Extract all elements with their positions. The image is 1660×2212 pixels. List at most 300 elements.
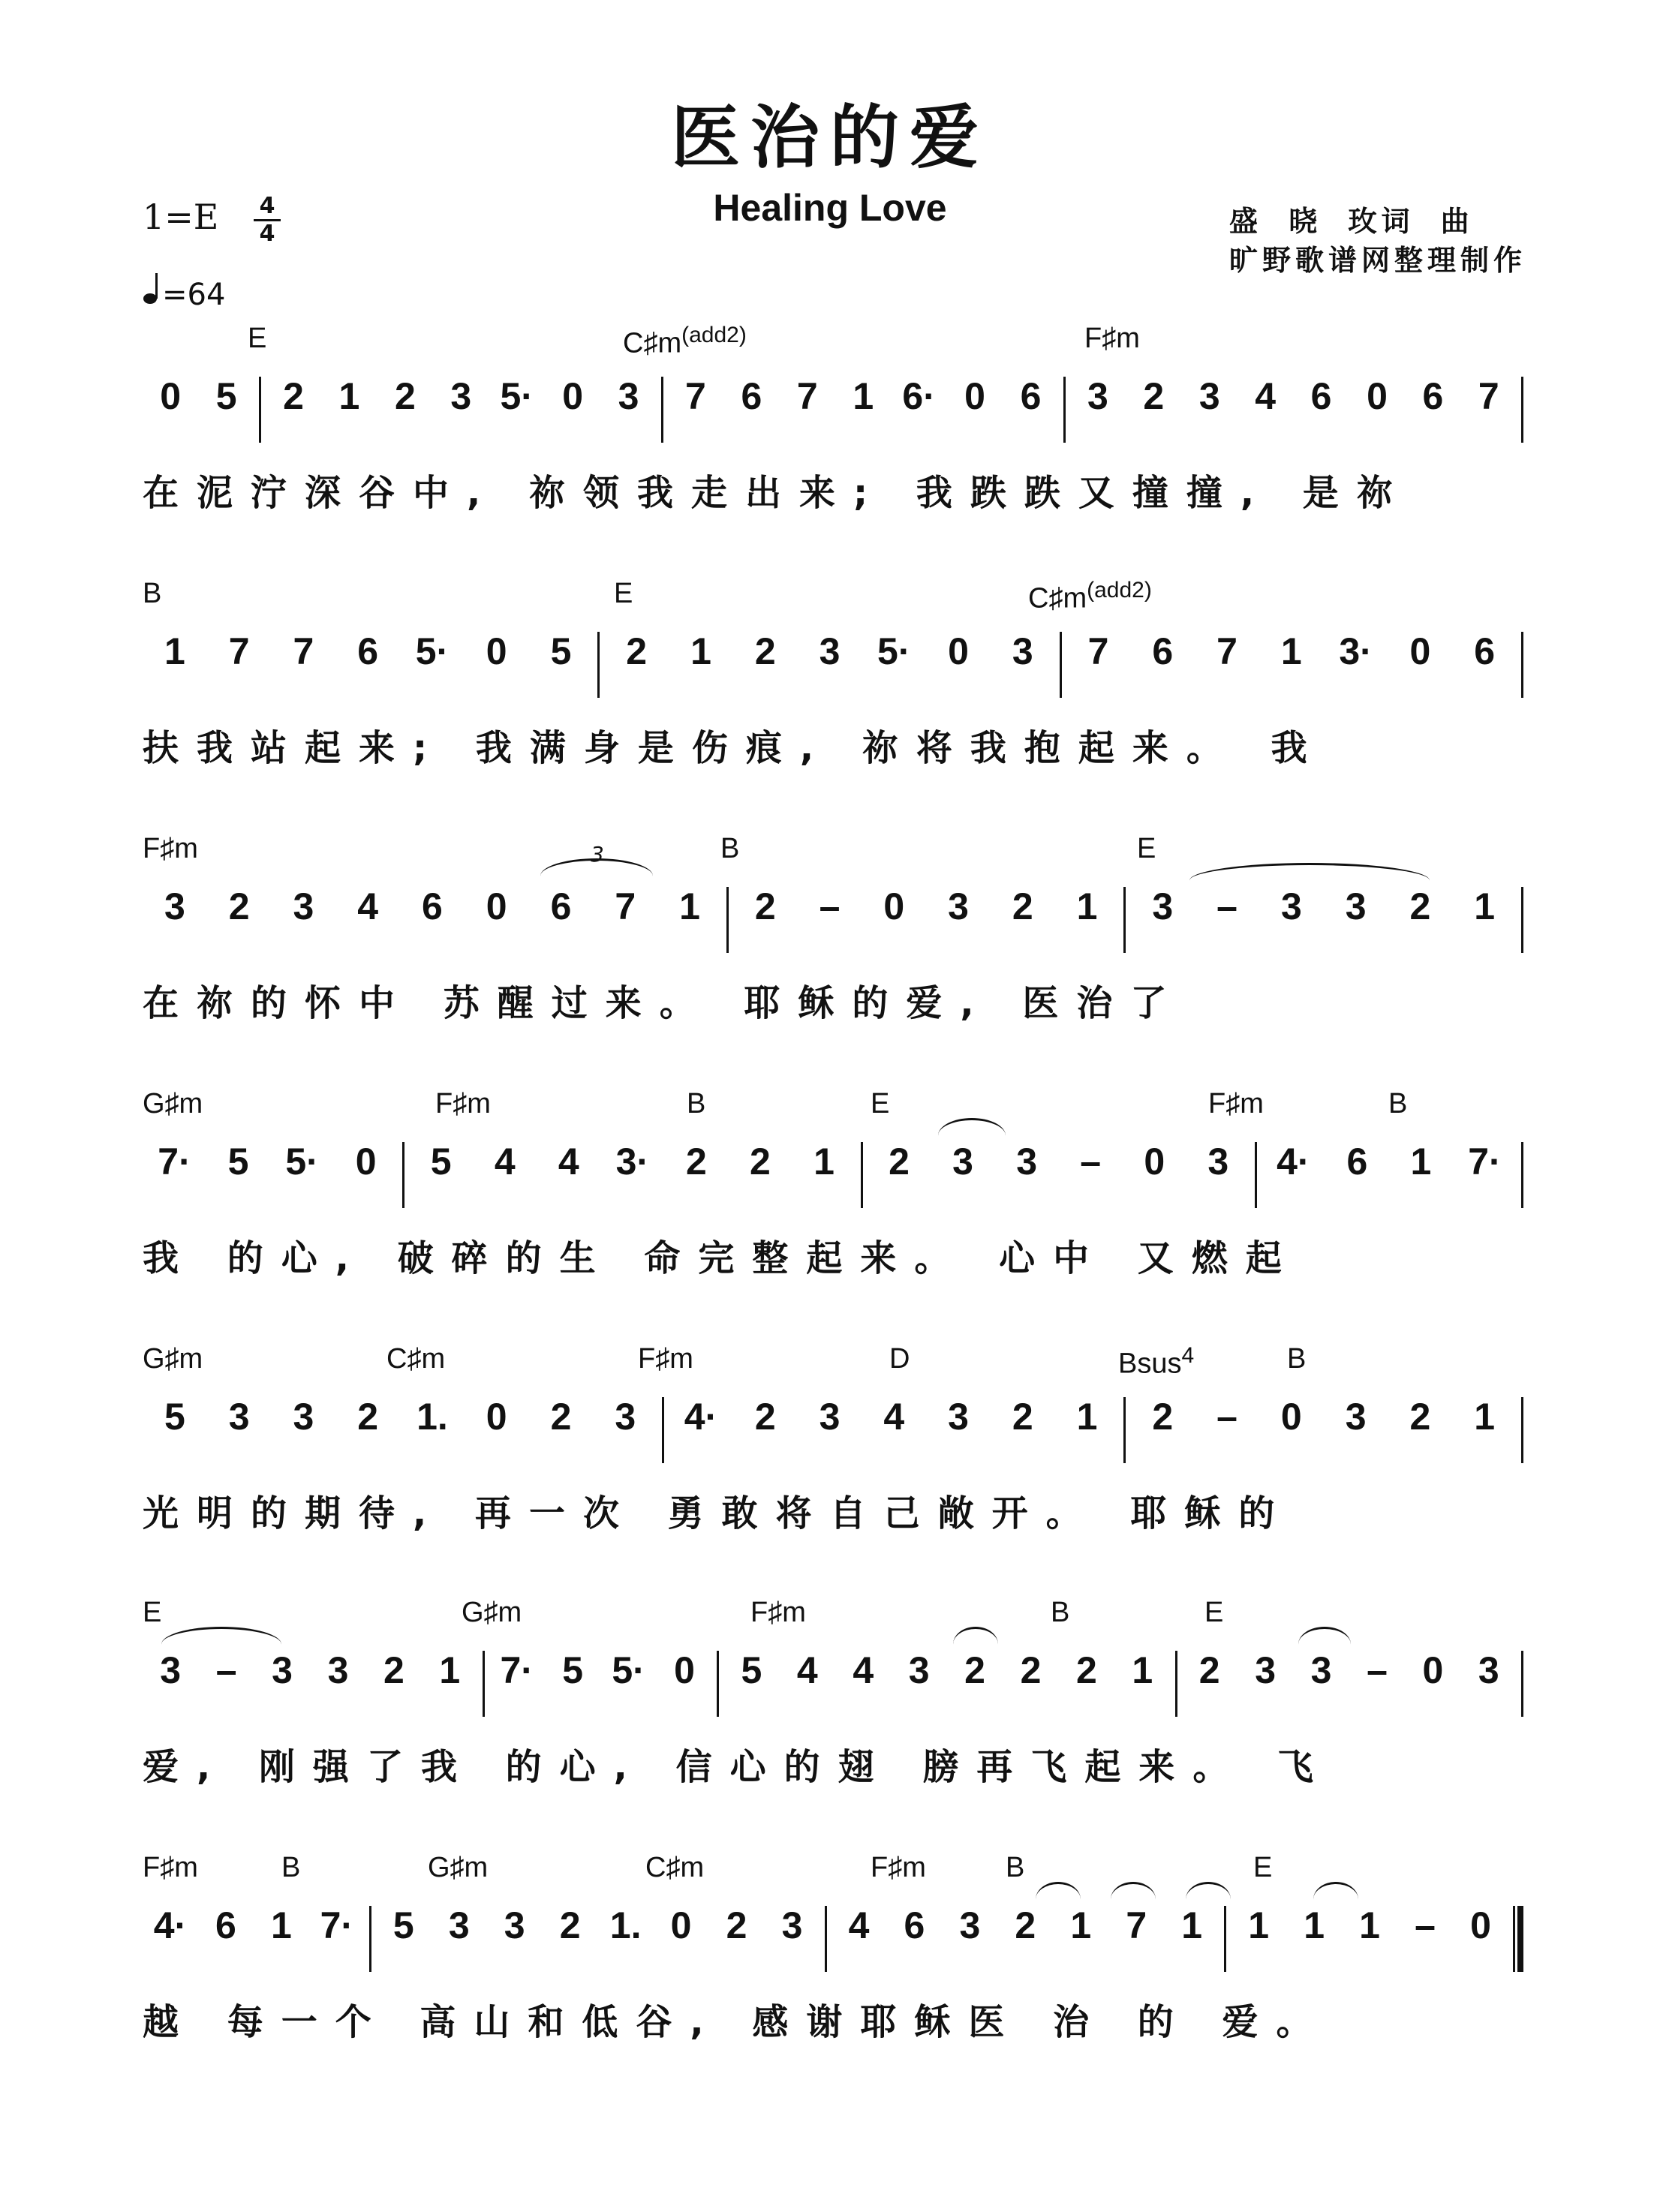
lyrics-line: 我 的心, 破碎的生 命完整起来。 心中 又燃起 [143,1237,1300,1279]
note: 7 [228,630,250,672]
note: 6 [357,630,379,672]
chord-row [143,570,1528,615]
chord-symbol [143,833,198,865]
chord-symbol [281,1852,300,1884]
note: 6· [902,375,936,417]
time-numerator: 4 [259,193,275,219]
measure [1262,1139,1517,1184]
note: 1 [1070,1904,1092,1946]
chord-symbol [614,578,633,610]
note: 4· [153,1904,188,1946]
final-barline [1513,1906,1523,1972]
note: 3 [1016,1141,1038,1183]
barline [861,1142,863,1208]
note: 3 [293,885,314,927]
tie-arc [1036,1882,1081,1917]
chord-label: E [871,1088,890,1120]
measure [1070,374,1517,419]
notation-row [143,1394,1528,1477]
note: – [1216,1396,1237,1438]
chord-label: F♯m [871,1852,926,1883]
note: 5 [550,630,572,672]
note: 7 [293,630,314,672]
measure [143,629,593,674]
measure [1231,1903,1508,1948]
note: 0 [964,375,985,417]
note: 5 [562,1649,584,1691]
chord-row [143,1336,1528,1381]
chord-extension: 4 [1181,1343,1195,1368]
chord-symbol [143,1852,198,1884]
note: 1 [338,375,360,417]
note: 2 [964,1649,985,1691]
barline [1521,377,1523,443]
note: 6 [422,885,443,927]
note: 3 [819,630,841,672]
note: 7· [158,1141,191,1183]
tie-arc [953,1627,998,1662]
tie-arc [161,1627,281,1662]
chord-label: G♯m [428,1852,489,1883]
chord-label: C♯m [623,327,682,359]
note: 0 [1470,1904,1491,1946]
note: 2 [1012,1396,1033,1438]
barline [662,1397,664,1463]
credits-source: 旷野歌谱网整理制作 [1229,244,1527,277]
note: – [1080,1141,1102,1183]
note: 3 [1012,630,1033,672]
lyrics-line: 扶我站起来; 我满身是伤痕, 祢将我抱起来。 我 [143,727,1325,769]
chord-extension: (add2) [1087,578,1152,603]
note: 0 [1409,630,1431,672]
barline [717,1651,719,1717]
note: 3 [1255,1649,1277,1691]
chord-symbol [1253,1852,1272,1884]
barline [825,1906,827,1972]
chord-row [143,1080,1528,1126]
chord-symbol [638,1343,693,1375]
note: 1. [609,1904,642,1946]
note: 6 [904,1904,925,1946]
note: 3 [293,1396,314,1438]
note: – [1367,1649,1388,1691]
chord-row [143,315,1528,360]
note: 3 [781,1904,803,1946]
measure [143,1139,398,1184]
note: 0 [486,1396,507,1438]
note: 1 [1132,1649,1153,1691]
chord-label: C♯m [645,1852,705,1883]
chord-label: F♯m [143,1852,198,1883]
measure [668,374,1059,419]
note: 6 [1020,375,1042,417]
chord-symbol [1084,323,1140,355]
note: 5 [215,375,237,417]
tie-arc [1111,1882,1156,1917]
chord-label: F♯m [638,1343,693,1375]
note: 3 [1152,885,1174,927]
note: 6 [215,1904,236,1946]
barline [597,632,600,698]
chord-label: E [1253,1852,1273,1883]
note: 7 [796,375,818,417]
measure [604,629,1054,674]
note: 0 [355,1141,377,1183]
chord-label: B [687,1088,706,1120]
note: 3 [1198,375,1220,417]
note: 3 [160,1649,182,1691]
lyrics-line: 爱, 刚强了我 的心, 信心的翅 膀再飞起来。 飞 [143,1746,1332,1788]
chord-label: B [1006,1852,1025,1883]
note: 3 [948,1396,969,1438]
note: 1 [813,1141,835,1183]
note: 1 [164,630,185,672]
note: 2 [1152,1396,1174,1438]
note: 0 [1367,375,1388,417]
time-signature [254,194,281,247]
note: 7 [1216,630,1237,672]
chord-label: F♯m [143,833,198,864]
chord-symbol [750,1597,806,1629]
note: 3 [1345,1396,1367,1438]
chord-symbol [645,1852,704,1884]
note: 3 [1478,1649,1499,1691]
triplet-mark: 3 [591,842,604,867]
note: 7 [685,375,706,417]
barline [1175,1651,1177,1717]
notation-row [143,1139,1528,1222]
note: 2 [550,1396,572,1438]
measure [1066,629,1517,674]
chord-symbol [1287,1343,1306,1375]
note: 3 [228,1396,250,1438]
note: 3 [327,1649,349,1691]
lyrics-line: 光明的期待, 再一次 勇敢将自己敞开。 耶稣的 [143,1492,1293,1534]
note: 3 [164,885,185,927]
note: 7· [320,1904,354,1946]
note: 2 [1409,1396,1431,1438]
note: 3 [450,375,472,417]
chord-symbol [386,1343,445,1375]
note: 3 [615,1396,636,1438]
note: 5 [741,1649,762,1691]
chord-symbol [720,833,739,865]
chord-label: D [889,1343,910,1375]
note: – [819,885,841,927]
chord-symbol [248,323,266,355]
note: 4 [796,1649,818,1691]
note: 4 [853,1649,874,1691]
chord-symbol [1208,1088,1264,1120]
note: 1 [439,1649,461,1691]
chord-symbol [889,1343,910,1375]
note: 2 [1198,1649,1220,1691]
barline [1123,1397,1126,1463]
note: 4· [684,1396,718,1438]
note: 6 [741,375,762,417]
note: 2 [357,1396,379,1438]
note: 0 [670,1904,692,1946]
note: 5 [430,1141,452,1183]
note: 0 [486,885,507,927]
chord-symbol [462,1597,522,1629]
note: 7 [1478,375,1499,417]
chord-symbol [143,1597,161,1629]
note: 1 [690,630,711,672]
note: – [1216,885,1237,927]
barline [1063,377,1066,443]
note: 2 [1015,1904,1036,1946]
note: 1 [1304,1904,1325,1946]
chord-label: E [143,1597,162,1628]
chord-label: F♯m [1084,323,1140,354]
barline [1521,1142,1523,1208]
chord-label: G♯m [143,1088,203,1120]
note: 2 [283,375,304,417]
measure [832,1903,1220,1948]
note: 4 [558,1141,579,1183]
note: 5 [164,1396,185,1438]
note: 1 [1410,1141,1432,1183]
note: 7· [500,1649,534,1691]
note: 1 [679,885,700,927]
note: 5· [612,1649,645,1691]
chord-symbol [435,1088,491,1120]
note: 1 [1280,630,1302,672]
note: 3 [908,1649,930,1691]
note: 2 [1409,885,1431,927]
note: 2 [1076,1649,1097,1691]
note: 1 [1076,885,1098,927]
note: 4 [494,1141,516,1183]
chord-label: F♯m [1208,1088,1264,1120]
note: 2 [750,1141,771,1183]
chord-label: G♯m [462,1597,522,1628]
note: 5· [877,630,911,672]
note: 0 [948,630,969,672]
chord-label: C♯m [386,1343,446,1375]
measure [376,1903,820,1948]
lyrics-line: 在祢的怀中 苏醒过来。 耶稣的爱, 医治了 [143,982,1185,1024]
note: 3 [448,1904,470,1946]
tempo-value: =64 [162,278,226,312]
note: 3 [959,1904,981,1946]
note: 3 [1310,1649,1332,1691]
note: 0 [1422,1649,1444,1691]
chord-symbol [1051,1597,1069,1629]
barline [1255,1142,1257,1208]
tempo-marking [143,272,225,312]
tie-arc [1298,1627,1351,1662]
note: 2 [1020,1649,1042,1691]
chord-label: B [1388,1088,1408,1120]
note: 3 [1207,1141,1229,1183]
chord-label: F♯m [435,1088,491,1120]
note: 1 [1181,1904,1203,1946]
chord-label: B [143,578,162,609]
note: 1 [270,1904,292,1946]
quarter-note-icon [143,272,162,305]
chord-row [143,1844,1528,1889]
note: 7 [1087,630,1109,672]
note: 2 [754,885,776,927]
chord-extension: (add2) [681,323,747,347]
note: 6 [1346,1141,1368,1183]
note: 6 [1152,630,1174,672]
chord-symbol [143,1088,203,1120]
note: 4· [1277,1141,1310,1183]
notation-row [143,374,1528,456]
chord-symbol [143,1343,203,1375]
measure [143,1903,365,1948]
chord-symbol [871,1088,889,1120]
note: 2 [228,885,250,927]
chord-symbol [1006,1852,1024,1884]
note: 6 [1422,375,1444,417]
note: 5· [500,375,534,417]
credits-author: 盛 晓 玫词 曲 [1229,205,1474,238]
measure [409,1139,856,1184]
note: 0 [1280,1396,1302,1438]
measure [733,884,1120,929]
barline [1521,632,1523,698]
note: 4 [1255,375,1277,417]
note: 0 [160,375,182,417]
tie-arc [938,1118,1006,1153]
note: 7· [1468,1141,1502,1183]
note: 2 [754,630,776,672]
measure [723,1648,1170,1693]
note: 6 [1474,630,1496,672]
note: 2 [726,1904,747,1946]
tie-arc [1189,863,1430,898]
note: 3· [1339,630,1373,672]
chord-label: G♯m [143,1343,203,1375]
chord-symbol [871,1852,926,1884]
lyrics-line: 在泥泞深谷中, 祢领我走出来; 我跌跌又撞撞, 是祢 [143,472,1411,514]
note: 3 [1280,885,1302,927]
note: 2 [626,630,648,672]
note: 3 [272,1649,293,1691]
barline [1521,1397,1523,1463]
note: 5· [415,630,450,672]
note: 3 [504,1904,525,1946]
tie-arc [1186,1882,1231,1917]
note: 2 [394,375,416,417]
chord-label: Bsus [1118,1348,1182,1380]
chord-symbol [1204,1597,1223,1629]
barline [402,1142,404,1208]
barline [1060,632,1062,698]
note: 3 [948,885,969,927]
chord-label: B [281,1852,301,1883]
note: 1. [417,1396,448,1438]
page-subtitle: Healing Love [713,187,947,229]
note: 5· [285,1141,319,1183]
measure [143,374,254,419]
measure [669,1394,1119,1439]
note: 4 [357,885,379,927]
note: 2 [383,1649,404,1691]
chord-symbol [687,1088,705,1120]
note: 2 [1012,885,1033,927]
note: 0 [486,630,507,672]
note: 7 [615,885,636,927]
note: 3 [819,1396,841,1438]
note: 0 [562,375,584,417]
barline [661,377,663,443]
note: 4 [883,1396,905,1438]
page-title: 医治的爱 [670,98,989,178]
chord-label: B [1051,1597,1070,1628]
chord-symbol [1028,578,1152,615]
note: 0 [1144,1141,1165,1183]
note: 2 [559,1904,581,1946]
barline [369,1906,371,1972]
measure [868,1139,1250,1184]
barline [483,1651,485,1717]
note: 2 [1143,375,1165,417]
key-signature: 1=E [143,197,219,237]
note: 4 [848,1904,870,1946]
note: 1 [1474,885,1496,927]
chord-symbol [143,578,161,610]
tie-arc [1313,1882,1358,1917]
note: 5 [227,1141,249,1183]
chord-label: C♯m [1028,582,1087,615]
chord-label: E [248,323,267,354]
measure [266,374,657,419]
barline [1123,887,1126,953]
barline [259,377,261,443]
note: 3 [1087,375,1108,417]
note: 1 [1248,1904,1270,1946]
chord-label: E [1204,1597,1224,1628]
note: 2 [889,1141,910,1183]
notation-row [143,629,1528,711]
barline [726,887,729,953]
note: 3 [952,1141,973,1183]
chord-symbol [428,1852,488,1884]
chord-label: F♯m [750,1597,806,1628]
measure [1130,1394,1517,1439]
barline [1521,887,1523,953]
chord-label: E [1137,833,1156,864]
note: 1 [1359,1904,1380,1946]
note: – [215,1649,237,1691]
note: – [1415,1904,1436,1946]
note: 6 [550,885,572,927]
measure [143,1394,657,1439]
note: 0 [883,885,905,927]
note: 3 [618,375,639,417]
lyrics-line: 越 每一个 高山和低谷, 感谢耶稣医 治 的 爱。 [143,2001,1331,2043]
note: 3· [615,1141,650,1183]
chord-symbol [1137,833,1156,865]
barline [1521,1651,1523,1717]
chord-label: B [720,833,740,864]
note: 6 [1310,375,1332,417]
note: 3 [1345,885,1367,927]
chord-symbol [1118,1343,1194,1381]
chord-symbol [1388,1088,1407,1120]
note: 1 [1076,1396,1098,1438]
note: 2 [685,1141,707,1183]
chord-label: E [614,578,633,609]
note: 7 [1126,1904,1147,1946]
note: 0 [674,1649,695,1691]
chord-symbol [623,323,747,360]
